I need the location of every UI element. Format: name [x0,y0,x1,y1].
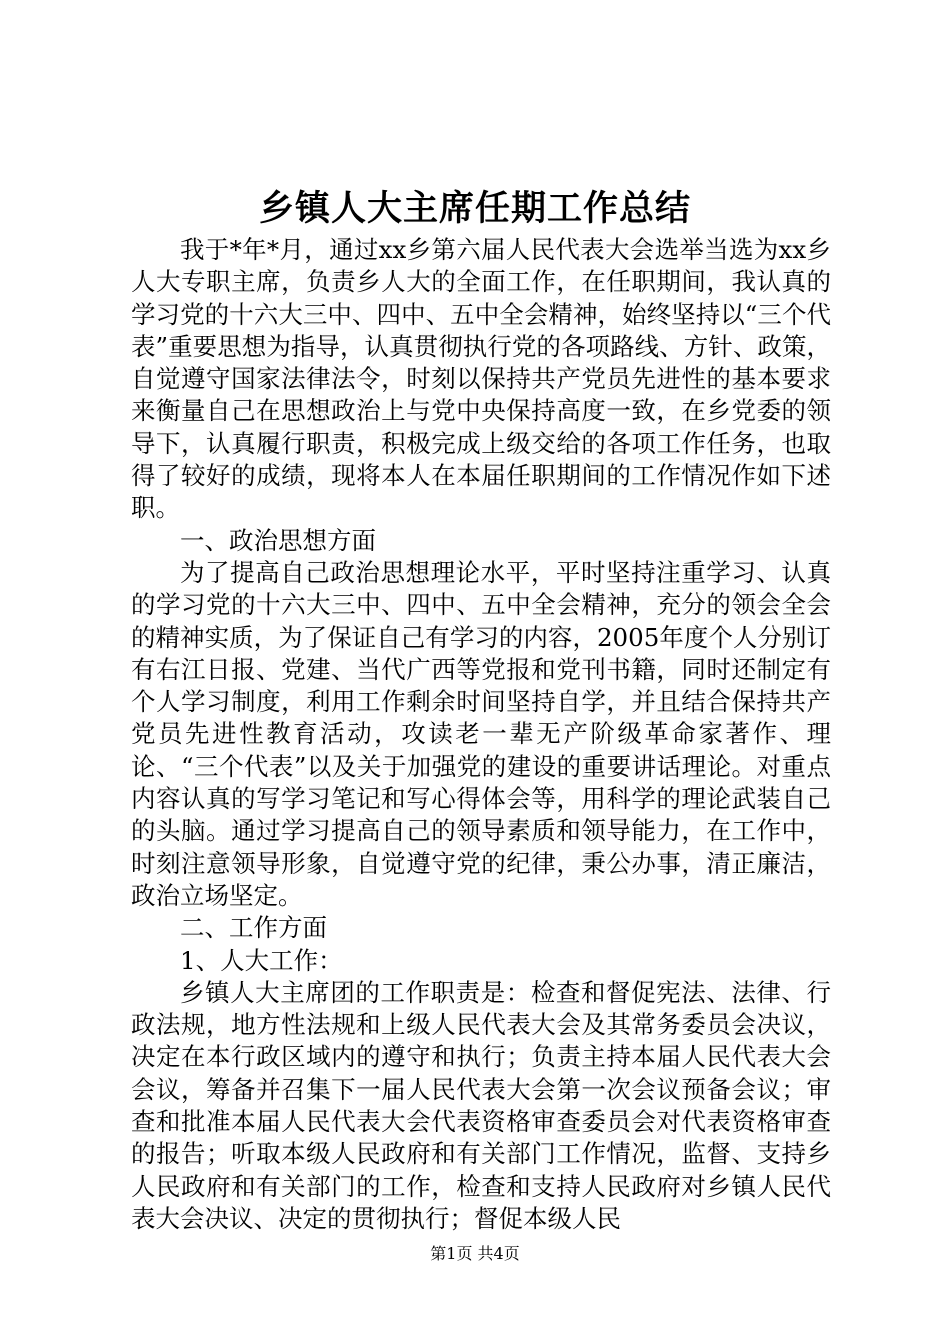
paragraph-intro: 我于*年*月，通过xx乡第六届人民代表大会选举当选为xx乡人大专职主席，负责乡人大的全面工作，在任职期间，我认真的学习党的十六大三中、四中、五中全会精神，始终坚持以“三个代表”重要思想为指导，认真贯彻执行党的各项路线、方针、政策，自觉遵守国家法律法令，时刻以保持共产党员先进性的基本要求来衡量自己在思想政治上与党中央保持高度一致，在乡党委的领导下，认真履行职责，积极完成上级交给的各项工作任务，也取得了较好的成绩，现将本人在本届任职期间的工作情况作如下述职。 [131,235,831,523]
section-heading-work: 二、工作方面 [180,913,327,943]
document-body [131,234,831,1235]
paragraph-npc-duties: 乡镇人大主席团的工作职责是：检查和督促宪法、法律、行政法规，地方性法规和上级人民代表大会及其常务委员会决议，决定在本行政区域内的遵守和执行；负责主持本届人民代表大会会议，筹备并召集下一届人民代表大会第一次会议预备会议；审查和批准本届人民代表大会代表资格审查委员会对代表资格审查的报告；听取本级人民政府和有关部门工作情况，监督、支持乡人民政府和有关部门的工作，检查和支持人民政府对乡镇人民代表大会决议、决定的贯彻执行；督促本级人民 [131,977,831,1233]
document-title: 乡镇人大主席任期工作总结 [258,188,691,229]
page-footer: 第1页 共4页 [430,1244,520,1263]
paragraph-political: 为了提高自己政治思想理论水平，平时坚持注重学习、认真的学习党的十六大三中、四中、五中全会精神，充分的领会全会的精神实质，为了保证自己有学习的内容，2005年度个人分别订有右江日报、党建、当代广西等党报和党刊书籍，同时还制定有个人学习制度，利用工作剩余时间坚持自学，并且结合保持共产党员先进性教育活动，攻读老一辈无产阶级革命家著作、理论、“三个代表”以及关于加强党的建设的重要讲话理论。对重点内容认真的写学习笔记和写心得体会等，用科学的理论武装自己的头脑。通过学习提高自己的领导素质和领导能力，在工作中，时刻注意领导形象，自觉遵守党的纪律，秉公办事，清正廉洁，政治立场坚定。 [131,557,831,910]
subsection-heading-npc-work: 1、人大工作： [180,945,343,975]
section-heading-political: 一、政治思想方面 [180,525,376,555]
